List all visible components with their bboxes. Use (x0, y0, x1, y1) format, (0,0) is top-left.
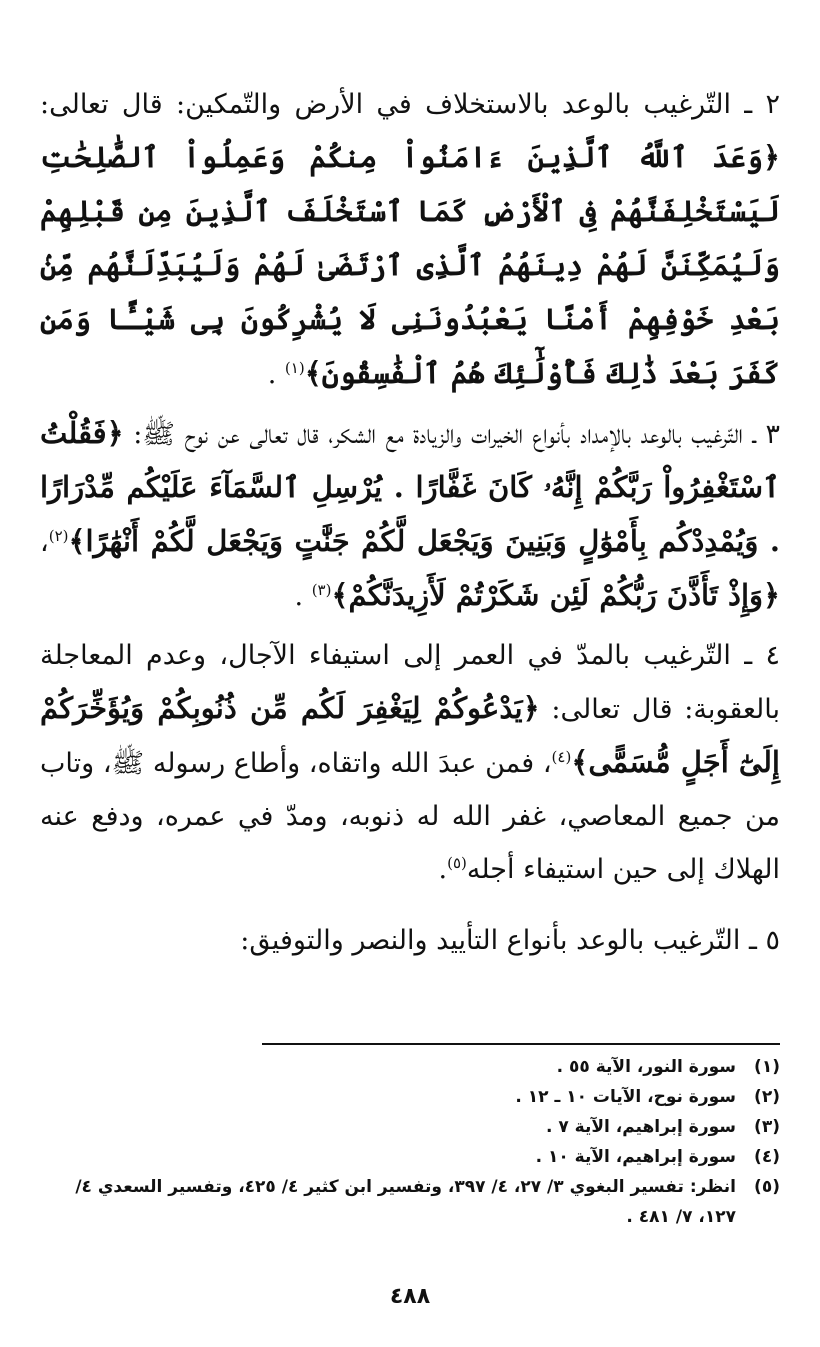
paragraph-3-end: . (294, 581, 304, 612)
paragraph-4-rest: ، فمن عبدَ الله واتقاه، وأطاع رسوله ﷺ، وتاب من جميع المعاصي، غفر الله له ذنوبه، ومدّ في عمره، ودفع عنه الهلاك إلى حين استيفاء أجله (40, 748, 780, 885)
footnote-item (40, 1112, 780, 1142)
footnote-text: سورة النور، الآية ٥٥ . (556, 1057, 736, 1077)
footnote-item (40, 1172, 780, 1232)
footnote-ref-1: (١) (284, 359, 305, 377)
footnote-number: (١) (754, 1057, 780, 1077)
paragraph-3-intro: ٣ ـ التّرغيب بالوعد بالإمداد بأنواع الخيرات والزيادة مع الشكر، قال تعالى عن نوح ﷺ: (133, 419, 780, 450)
footnote-ref-3: (٣) (311, 581, 332, 599)
paragraph-2-intro: ٢ ـ التّرغيب بالوعد بالاستخلاف في الأرض والتّمكين: قال تعالى: (40, 89, 780, 120)
paragraph-4-intro: ٤ ـ التّرغيب بالمدّ في العمر إلى استيفاء الآجال، وعدم المعاجلة بالعقوبة: قال تعالى: (40, 640, 780, 725)
footnote-ref-2: (٢) (48, 527, 69, 545)
quran-verse-nur-55: ﴿وَعَدَ ٱللَّهُ ٱلَّذِينَ ءَامَنُواْ مِنكُمْ وَعَمِلُواْ ٱلصَّٰلِحَٰتِ لَيَسْتَخْلِفَنَّهُمْ فِى ٱلْأَرْضِ كَمَا ٱسْتَخْلَفَ ٱلَّذِينَ مِن قَبْلِهِمْ وَلَيُمَكِّنَنَّ لَهُمْ دِينَهُمُ ٱلَّذِى ٱرْتَضَىٰ لَهُمْ وَلَيُبَدِّلَنَّهُم مِّنۢ بَعْدِ خَوْفِهِمْ أَمْنًا يَعْبُدُونَنِى لَا يُشْرِكُونَ بِى شَيْـًٔا وَمَن كَفَرَ بَعْدَ ذَٰلِكَ فَأُوْلَٰٓئِكَ هُمُ ٱلْفَٰسِقُونَ﴾ (40, 140, 780, 390)
page-number: ٤٨٨ (389, 1284, 431, 1309)
footnote-number: (٢) (754, 1087, 780, 1107)
footnote-item (40, 1142, 780, 1172)
footnote-number: (٥) (754, 1177, 780, 1197)
footnote-text: انظر: تفسير البغوي ٣/ ٢٧، ٤/ ٣٩٧، وتفسير ابن كثير ٤/ ٤٢٥، وتفسير السعدي ٤/ ١٢٧، ٧/ ٤٨١ . (75, 1177, 736, 1227)
footnote-separator (262, 1043, 780, 1045)
paragraph-5-heading: ٥ ـ التّرغيب بالوعد بأنواع التأييد والنصر والتوفيق: (240, 925, 780, 956)
paragraph-4-end: . (438, 854, 448, 885)
footnote-number: (٤) (754, 1147, 780, 1167)
footnote-number: (٣) (754, 1117, 780, 1137)
footnote-ref-4: (٤) (551, 748, 572, 766)
footnotes-section (40, 1052, 780, 1232)
footnote-item (40, 1082, 780, 1112)
quran-verse-nuh-10-12: ﴿فَقُلْتُ ٱسْتَغْفِرُواْ رَبَّكُمْ إِنَّهُۥ كَانَ غَفَّارًا . يُرْسِلِ ٱلسَّمَآءَ عَلَيْكُم مِّدْرَارًا . وَيُمْدِدْكُم بِأَمْوَٰلٍ وَبَنِينَ وَيَجْعَل لَّكُمْ جَنَّٰتٍ وَيَجْعَل لَّكُمْ أَنْهَٰرًا﴾ (40, 416, 780, 558)
quran-verse-ibrahim-10: ﴿يَدْعُوكُمْ لِيَغْفِرَ لَكُم مِّن ذُنُوبِكُمْ وَيُؤَخِّرَكُمْ إِلَىٰٓ أَجَلٍ مُّسَمًّى﴾ (40, 691, 780, 779)
footnote-ref-5: (٥) (447, 854, 467, 872)
footnote-text: سورة إبراهيم، الآية ١٠ . (535, 1147, 736, 1167)
paragraph-3-comma: ، (40, 527, 49, 558)
paragraph-4 (40, 629, 780, 896)
paragraph-3 (40, 407, 780, 623)
paragraph-5 (40, 914, 780, 967)
paragraph-2 (40, 78, 780, 401)
footnote-item (40, 1052, 780, 1082)
footnote-text: سورة إبراهيم، الآية ٧ . (545, 1117, 736, 1137)
quran-verse-ibrahim-7: ﴿وَإِذْ تَأَذَّنَ رَبُّكُمْ لَئِن شَكَرْتُمْ لَأَزِيدَنَّكُمْ﴾ (331, 578, 780, 612)
footnote-text: سورة نوح، الآيات ١٠ ـ ١٢ . (515, 1087, 736, 1107)
paragraph-2-end: . (267, 359, 277, 390)
